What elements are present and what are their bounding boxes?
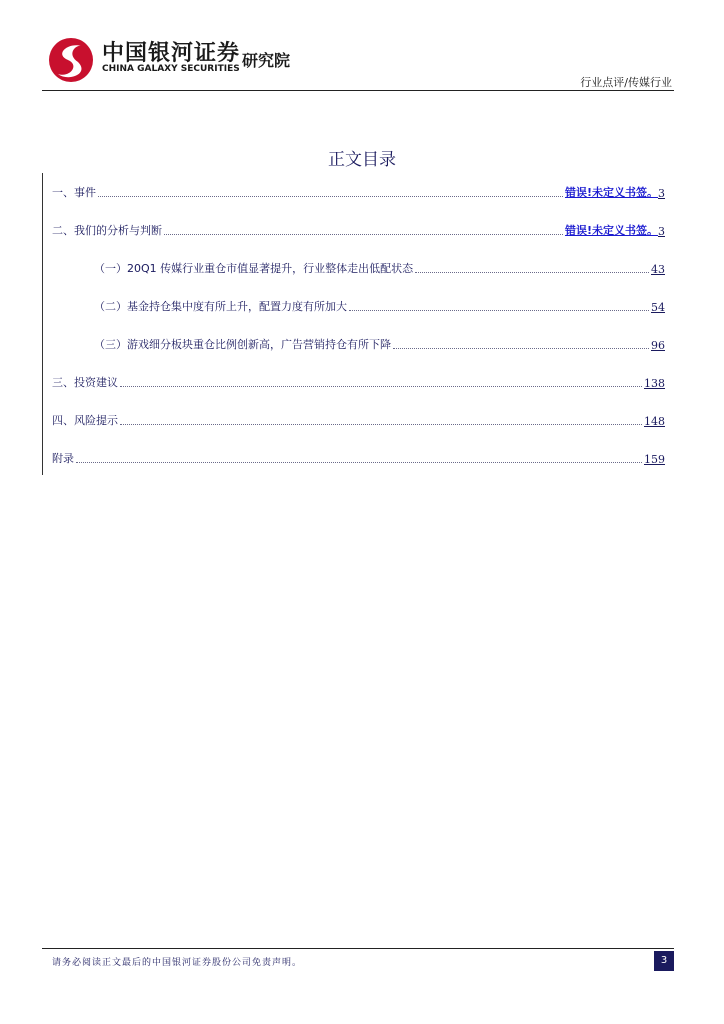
footer-disclaimer: 请务必阅读正文最后的中国银河证券股份公司免责声明。 (52, 958, 303, 968)
header-divider (42, 90, 674, 91)
toc-leader (76, 462, 642, 463)
toc-leader (393, 348, 649, 349)
toc-entry[interactable] (52, 412, 665, 428)
toc-leader (164, 234, 563, 235)
toc-subentry[interactable] (94, 298, 665, 314)
logo-chinese-name: 中国银河证券 (102, 41, 241, 66)
toc-entry[interactable] (52, 184, 665, 200)
company-logo (40, 34, 308, 86)
toc-entry-label: （一）20Q1 传媒行业重仓市值显著提升，行业整体走出低配状态 (94, 262, 414, 275)
toc-entry[interactable] (52, 374, 665, 390)
toc-page-number[interactable]: 96 (651, 339, 665, 352)
toc-leader (98, 196, 563, 197)
toc-entry-label: 三、投资建议 (52, 376, 118, 389)
toc-page-number[interactable]: 54 (651, 301, 665, 314)
toc-entry-label: 二、我们的分析与判断 (52, 224, 162, 237)
toc-page-number[interactable]: 159 (644, 453, 665, 466)
galaxy-logo-icon (46, 36, 96, 84)
toc-leader (120, 424, 642, 425)
toc-page-number[interactable]: 43 (651, 263, 665, 276)
report-category: 行业点评/传媒行业 (580, 76, 672, 89)
toc-entry[interactable] (52, 450, 665, 466)
toc-title: 正文目录 (328, 150, 396, 170)
toc-entry[interactable] (52, 222, 665, 238)
toc-page-number[interactable]: 148 (644, 415, 665, 428)
toc-page-number[interactable]: 3 (658, 225, 665, 238)
toc-bookmark-error[interactable]: 错误!未定义书签。 (564, 224, 658, 237)
toc-side-rule (42, 173, 43, 475)
toc-bookmark-error[interactable]: 错误!未定义书签。 (564, 186, 658, 199)
toc-entry-label: 附录 (52, 452, 74, 465)
toc-leader (349, 310, 649, 311)
toc-page-number[interactable]: 3 (658, 187, 665, 200)
toc-leader (120, 386, 642, 387)
toc-entry-label: 一、事件 (52, 186, 96, 199)
logo-institute: 研究院 (242, 51, 291, 70)
toc-page-number[interactable]: 138 (644, 377, 665, 390)
footer-divider (42, 948, 674, 949)
toc-leader (415, 272, 649, 273)
toc-subentry[interactable] (94, 336, 665, 352)
toc-entry-label: 四、风险提示 (52, 414, 118, 427)
page-number-badge: 3 (654, 951, 674, 971)
toc-subentry[interactable] (94, 260, 665, 276)
logo-english-name: CHINA GALAXY SECURITIES (102, 64, 240, 74)
toc-entry-label: （二）基金持仓集中度有所上升，配置力度有所加大 (94, 300, 347, 313)
toc-entry-label: （三）游戏细分板块重仓比例创新高，广告营销持仓有所下降 (94, 338, 391, 351)
